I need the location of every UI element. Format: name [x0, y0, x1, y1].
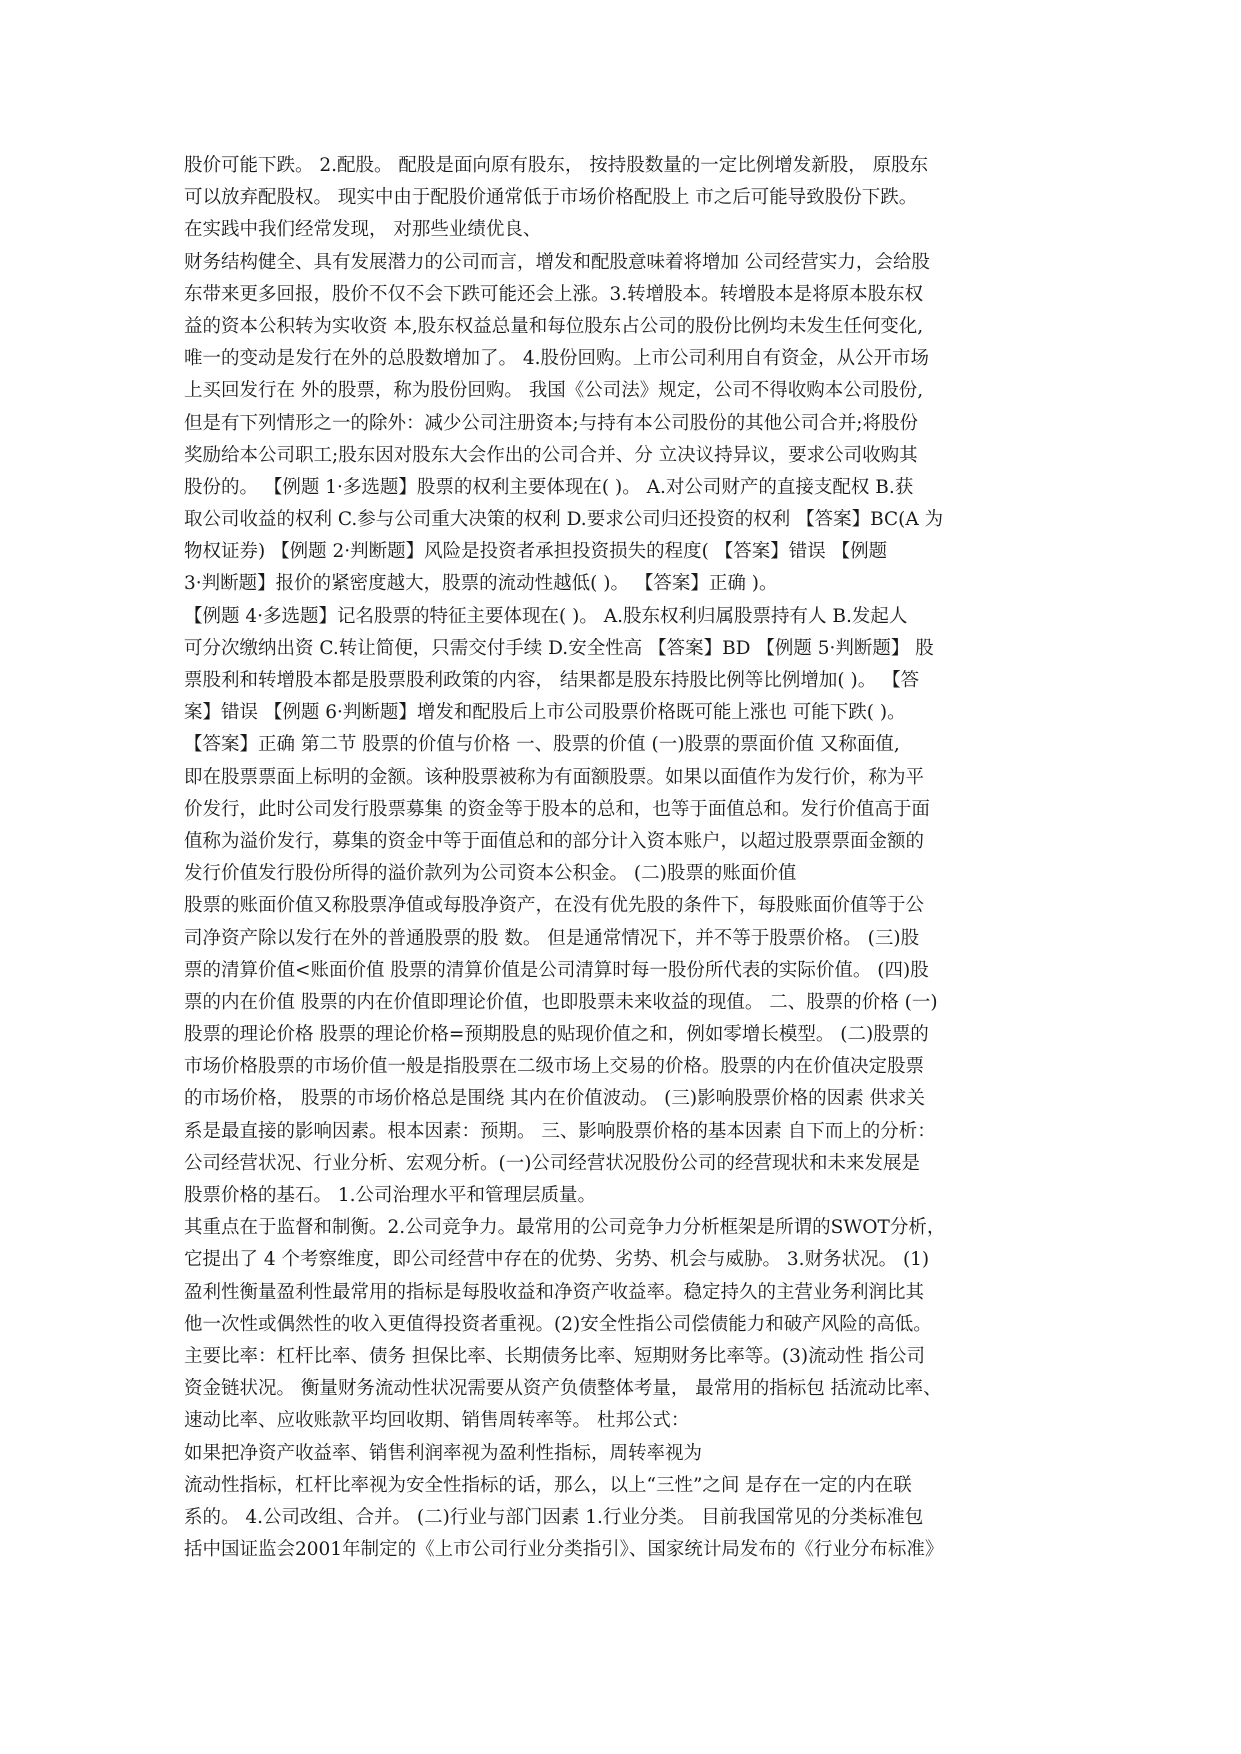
text-line: 速动比率、应收账款平均回收期、销售周转率等。 杜邦公式： [184, 1410, 690, 1432]
text-line: 系是最直接的影响因素。根本因素：预期。 三、影响股票价格的基本因素 自下而上的分析： [184, 1120, 936, 1142]
text-line: 东带来更多回报，股价不仅不会下跌可能还会上涨。3.转增股本。转增股本是将原本股东权 [184, 283, 924, 305]
body-text [184, 150, 1064, 1566]
text-line: 他一次性或偶然性的收入更值得投资者重视。(2)安全性指公司偿债能力和破产风险的高低。 [184, 1313, 932, 1335]
text-line: 票的清算价值<账面价值 股票的清算价值是公司清算时每一股份所代表的实际价值。 (四)股 [184, 959, 929, 981]
text-line: 公司经营状况、行业分析、宏观分析。(一)公司经营状况股份公司的经营现状和未来发展是 [184, 1152, 920, 1174]
text-line: 股份的。 【例题 1·多选题】股票的权利主要体现在( )。 A.对公司财产的直接支配权 B.获 [184, 476, 914, 498]
text-line: 括中国证监会2001年制定的《上市公司行业分类指引》、国家统计局发布的《行业分布标准》 [184, 1539, 944, 1561]
text-line: 可以放弃配股权。 现实中由于配股价通常低于市场价格配股上 市之后可能导致股份下跌。 [184, 187, 918, 209]
text-line: 股票的理论价格 股票的理论价格=预期股息的贴现价值之和，例如零增长模型。 (二)股票的 [184, 1024, 929, 1046]
text-line: 司净资产除以发行在外的普通股票的股 数。 但是通常情况下，并不等于股票价格。 (三)股 [184, 927, 920, 949]
text-line: 【例题 4·多选题】记名股票的特征主要体现在( )。 A.股东权利归属股票持有人 B.发起人 [184, 605, 908, 627]
text-line: 财务结构健全、具有发展潜力的公司而言，增发和配股意味着将增加 公司经营实力，会给股 [184, 251, 930, 273]
text-line: 但是有下列情形之一的除外：减少公司注册资本;与持有本公司股份的其他公司合并;将股份 [184, 412, 918, 434]
text-line: 案】错误 【例题 6·判断题】增发和配股后上市公司股票价格既可能上涨也 可能下跌( )。 [184, 702, 906, 724]
text-line: 盈利性衡量盈利性最常用的指标是每股收益和净资产收益率。稳定持久的主营业务利润比其 [184, 1281, 925, 1303]
text-line: 唯一的变动是发行在外的总股数增加了。 4.股份回购。上市公司利用自有资金，从公开市场 [184, 348, 930, 370]
text-line: 票股利和转增股本都是股票股利政策的内容， 结果都是股东持股比例等比例增加( )。 【答 [184, 670, 920, 691]
text-line: 股价可能下跌。 2.配股。 配股是面向原有股东， 按持股数量的一定比例增发新股， 原股东 [184, 155, 929, 176]
text-line: 流动性指标，杠杆比率视为安全性指标的话，那么，以上“三性”之间 是存在一定的内在联 [184, 1474, 912, 1496]
text-line: 即在股票票面上标明的金额。该种股票被称为有面额股票。如果以面值作为发行价，称为平 [184, 766, 925, 788]
text-line: 在实践中我们经常发现， 对那些业绩优良、 [184, 219, 542, 241]
text-line: 资金链状况。 衡量财务流动性状况需要从资产负债整体考量， 最常用的指标包 括流动比率、 [184, 1378, 942, 1400]
text-line: 值称为溢价发行，募集的资金中等于面值总和的部分计入资本账户，以超过股票票面金额的 [184, 830, 925, 852]
text-line: 物权证券) 【例题 2·判断题】风险是投资者承担投资损失的程度( 【答案】错误 【例题 [184, 541, 888, 563]
text-line: 上买回发行在 外的股票，称为股份回购。 我国《公司法》规定，公司不得收购本公司股份, [184, 380, 924, 402]
text-line: 它提出了 4 个考察维度，即公司经营中存在的优势、劣势、机会与威胁。 3.财务状况。 (1) [184, 1249, 930, 1271]
text-line: 【答案】正确 第二节 股票的价值与价格 一、股票的价值 (一)股票的票面价值 又称面值, [184, 734, 900, 756]
text-line: 取公司收益的权利 C.参与公司重大决策的权利 D.要求公司归还投资的权利 【答案】BC(A 为 [184, 509, 944, 531]
text-line: 股票的账面价值又称股票净值或每股净资产，在没有优先股的条件下，每股账面价值等于公 [184, 895, 925, 917]
text-line: 价发行，此时公司发行股票募集 的资金等于股本的总和，也等于面值总和。发行价值高于面 [184, 798, 930, 820]
text-line: 如果把净资产收益率、销售利润率视为盈利性指标，周转率视为 [184, 1442, 703, 1464]
text-line: 发行价值发行股份所得的溢价款列为公司资本公积金。 (二)股票的账面价值 [184, 863, 797, 885]
text-line: 益的资本公积转为实收资 本,股东权益总量和每位股东占公司的股份比例均未发生任何变化, [184, 315, 924, 337]
text-line: 其重点在于监督和制衡。2.公司竞争力。最常用的公司竞争力分析框架是所谓的SWOT分析， [184, 1217, 946, 1239]
text-line: 3·判断题】报价的紧密度越大，股票的流动性越低( )。 【答案】正确 )。 [184, 573, 778, 595]
text-line: 可分次缴纳出资 C.转让简便，只需交付手续 D.安全性高 【答案】BD 【例题 5·判断题】 股 [184, 637, 934, 659]
text-line: 票的内在价值 股票的内在价值即理论价值，也即股票未来收益的现值。 二、股票的价格 (一) [184, 991, 938, 1013]
text-line: 系的。 4.公司改组、合并。 (二)行业与部门因素 1.行业分类。 目前我国常见的分类标准包 [184, 1506, 924, 1528]
text-line: 的市场价格， 股票的市场价格总是围绕 其内在价值波动。 (三)影响股票价格的因素 供求关 [184, 1088, 925, 1110]
text-line: 股票价格的基石。 1.公司治理水平和管理层质量。 [184, 1185, 597, 1206]
text-line: 主要比率：杠杆比率、债务 担保比率、长期债务比率、短期财务比率等。(3)流动性 指公司 [184, 1345, 925, 1367]
text-line: 市场价格股票的市场价值一般是指股票在二级市场上交易的价格。股票的内在价值决定股票 [184, 1056, 925, 1078]
text-line: 奖励给本公司职工;股东因对股东大会作出的公司合并、分 立决议持异议，要求公司收购其 [184, 444, 918, 466]
